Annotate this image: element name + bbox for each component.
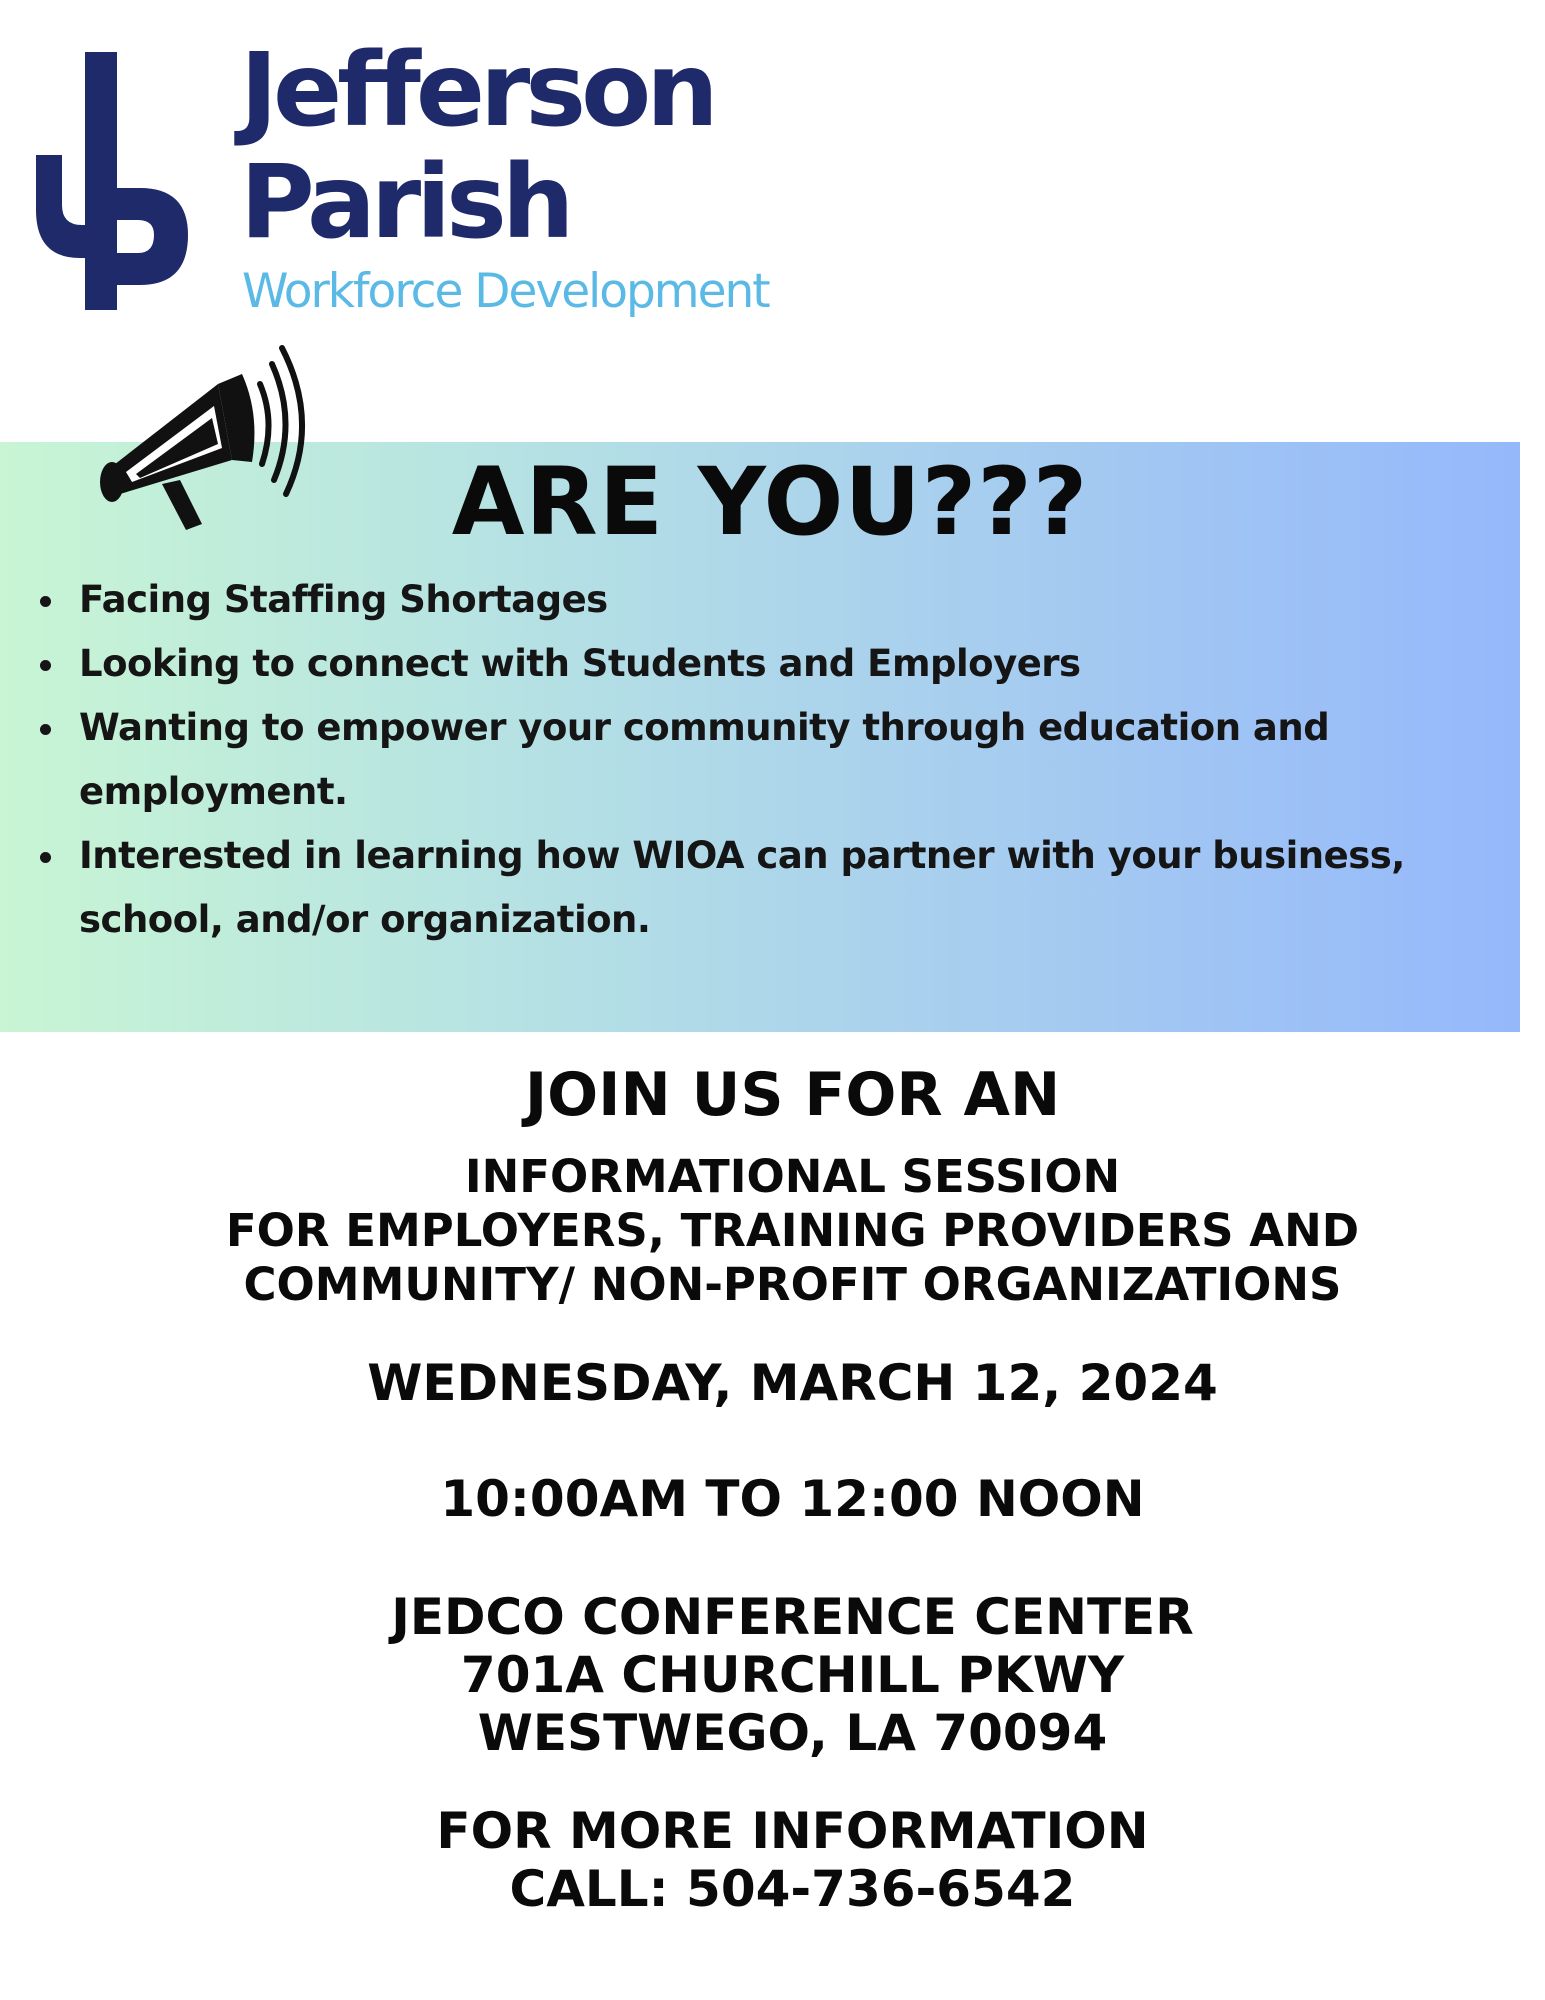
jefferson-parish-logo [30,31,770,330]
location-line: 701A CHURCHILL PKWY [460,1646,1125,1704]
banner-bullet-list [34,568,1494,952]
logo-name-line1: Jefferson [240,31,714,150]
jp-monogram-icon [30,40,200,330]
bullet-item: Facing Staffing Shortages [34,568,1494,632]
join-heading: JOIN US FOR AN [524,1060,1061,1130]
session-line: FOR EMPLOYERS, TRAINING PROVIDERS AND [225,1204,1360,1257]
logo-name-line2: Parish [240,143,570,262]
contact-phone: CALL: 504-736-6542 [509,1860,1076,1918]
event-date: WEDNESDAY, MARCH 12, 2024 [367,1354,1218,1412]
location-line: WESTWEGO, LA 70094 [477,1704,1108,1762]
event-time: 10:00AM TO 12:00 NOON [440,1470,1145,1528]
location-line: JEDCO CONFERENCE CENTER [391,1588,1194,1646]
banner-title: ARE YOU??? [451,448,1089,557]
bullet-item: Interested in learning how WIOA can partner with your business, school, and/or organization. [34,824,1494,952]
session-line: INFORMATIONAL SESSION [464,1150,1121,1203]
logo-subtitle: Workforce Development [242,264,769,319]
bullet-item: Looking to connect with Students and Employers [34,632,1494,696]
contact-line: FOR MORE INFORMATION [436,1802,1149,1860]
session-line: COMMUNITY/ NON-PROFIT ORGANIZATIONS [243,1258,1342,1311]
bullet-item: Wanting to empower your community through education and employment. [34,696,1494,824]
